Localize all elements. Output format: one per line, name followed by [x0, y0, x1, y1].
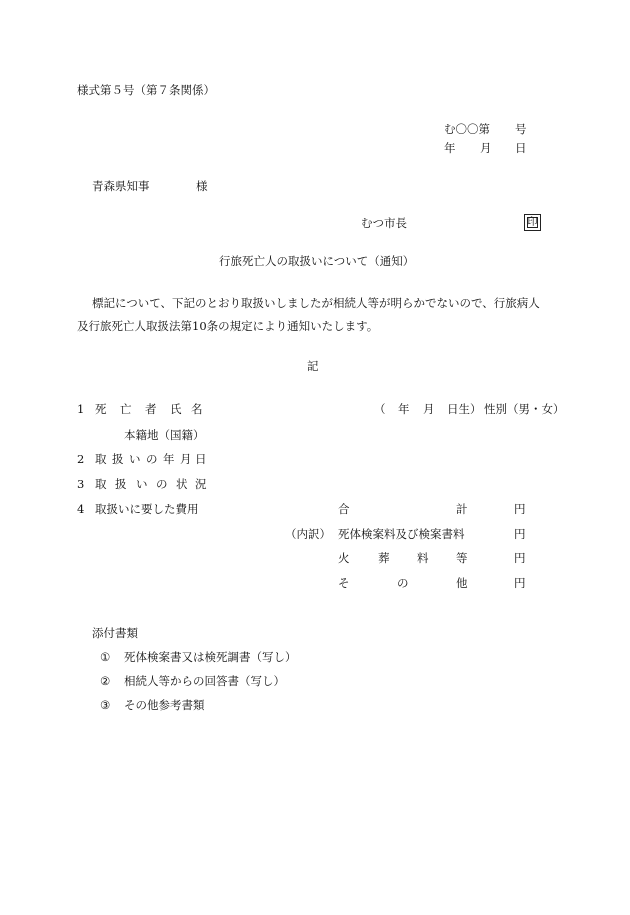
body-line-2: 及行旅死亡人取扱法第10条の規定により通知いたします。	[77, 319, 379, 333]
birth-month: 月	[423, 402, 435, 416]
seal-stamp	[524, 214, 541, 231]
date-year: 年	[444, 141, 456, 155]
item-1-label-char: 名	[191, 402, 203, 416]
item-1-label-char: 氏	[170, 402, 182, 416]
item-3-label-char: 扱	[115, 477, 127, 491]
birth-paren-open: （	[374, 402, 386, 416]
item-3-label-char: の	[156, 477, 168, 491]
item-2-label-char: 年	[163, 452, 175, 466]
cost-row-label-char: 等	[456, 551, 468, 565]
cost-row-label-char: 火	[338, 551, 350, 565]
attachment-item: その他参考書類	[124, 698, 205, 712]
cost-row-label-char: 他	[456, 576, 468, 590]
item-1-number: 1	[77, 402, 85, 416]
item-1-label-char: 亡	[120, 402, 132, 416]
cost-row-yen: 円	[514, 527, 526, 541]
document-number-suffix: 号	[515, 122, 527, 136]
item-2-number: 2	[77, 452, 85, 466]
addressee-name: 青森県知事	[92, 179, 150, 193]
cost-row-yen: 円	[514, 551, 526, 565]
sex-field: 性別（男・女）	[484, 402, 565, 416]
item-2-label-char: 日	[195, 452, 207, 466]
sender-name: むつ市長	[361, 216, 407, 230]
ki-heading: 記	[307, 359, 319, 373]
attachment-marker: ①	[100, 650, 111, 664]
item-3-label-char: 状	[176, 477, 188, 491]
date-day: 日	[515, 141, 527, 155]
cost-row-yen: 円	[514, 576, 526, 590]
item-1-label-char: 者	[145, 402, 157, 416]
cost-row-label-char: そ	[338, 576, 350, 590]
attachment-item: 死体検案書又は検死調書（写し）	[124, 650, 297, 664]
item-2-label-char: 扱	[112, 452, 124, 466]
item-2-label-char: い	[129, 452, 141, 466]
attachments-heading: 添付書類	[92, 626, 138, 640]
attachment-marker: ③	[100, 698, 111, 712]
domicile-label: 本籍地（国籍）	[124, 428, 205, 442]
total-label-char: 合	[338, 502, 350, 516]
cost-row-label-char: の	[397, 576, 409, 590]
addressee-honorific: 様	[196, 179, 208, 193]
total-yen: 円	[514, 502, 526, 516]
item-2-label-char: 月	[180, 452, 192, 466]
cost-row-label-char: 料	[417, 551, 429, 565]
item-2-label-char: の	[146, 452, 158, 466]
document-title: 行旅死亡人の取扱いについて（通知）	[219, 254, 415, 268]
seal-stamp-text: 印	[527, 217, 538, 228]
attachment-marker: ②	[100, 674, 111, 688]
item-1-label-char: 死	[95, 402, 107, 416]
birth-day-suffix: 日生）	[447, 402, 482, 416]
birth-year: 年	[398, 402, 410, 416]
breakdown-label: （内訳）	[285, 527, 331, 541]
body-line-1: 標記について、下記のとおり取扱いしましたが相続人等が明らかでないので、行旅病人	[92, 296, 540, 310]
item-3-number: 3	[77, 477, 85, 491]
cost-row-label: 死体検案料及び検案書料	[338, 527, 465, 541]
cost-row-label-char: 葬	[378, 551, 390, 565]
item-2-label-char: 取	[95, 452, 107, 466]
attachment-item: 相続人等からの回答書（写し）	[124, 674, 285, 688]
item-3-label-char: い	[136, 477, 148, 491]
item-3-label-char: 況	[195, 477, 207, 491]
form-number: 様式第５号（第７条関係）	[77, 83, 215, 97]
item-4-number: 4	[77, 502, 85, 516]
total-label-char: 計	[456, 502, 468, 516]
date-month: 月	[480, 141, 492, 155]
item-4-label: 取扱いに要した費用	[95, 502, 199, 516]
item-3-label-char: 取	[95, 477, 107, 491]
document-number-prefix: む〇〇第	[444, 122, 490, 136]
